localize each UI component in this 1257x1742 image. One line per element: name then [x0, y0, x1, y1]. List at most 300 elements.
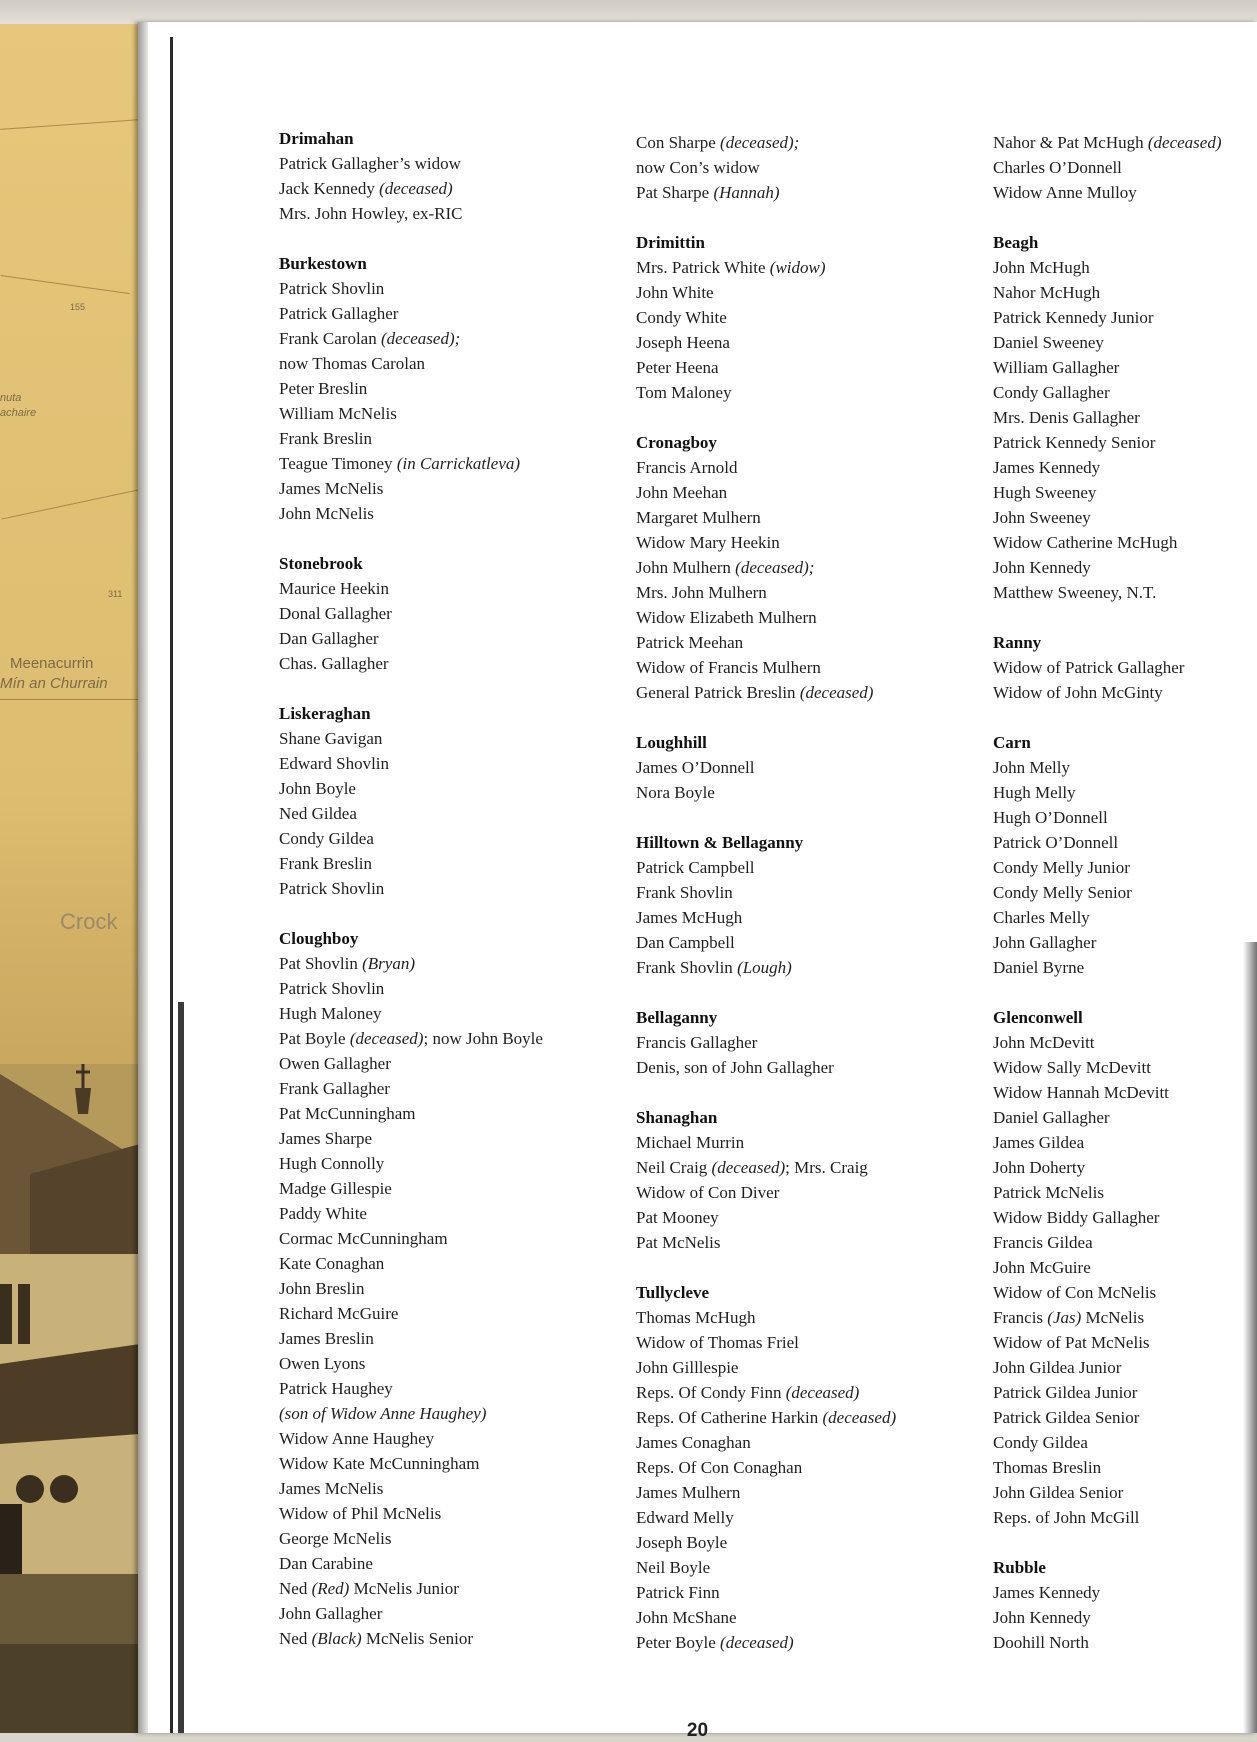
- householder-entry: [279, 1126, 543, 1151]
- householder-name: Madge Gillespie: [279, 1179, 392, 1198]
- householder-name: Patrick Campbell: [636, 858, 755, 877]
- householder-entry: [993, 780, 1222, 805]
- householder-name: Widow Mary Heekin: [636, 533, 780, 552]
- householder-entry: [993, 1105, 1222, 1130]
- townland-heading: Stonebrook: [279, 554, 363, 573]
- householder-entry: [636, 655, 896, 680]
- householder-name: Widow of Con McNelis: [993, 1283, 1157, 1302]
- townland-heading: Bellaganny: [636, 1008, 718, 1027]
- householder-entry: [279, 1526, 543, 1551]
- householder-name: Widow of Patrick Gallagher: [993, 658, 1185, 677]
- map-partial-label: nuta: [0, 392, 22, 404]
- householder-entry: [279, 376, 543, 401]
- householder-name: Dan Carabine: [279, 1554, 373, 1573]
- householder-entry: [636, 355, 896, 380]
- householder-entry: [993, 1380, 1222, 1405]
- householder-note: (deceased);: [380, 329, 461, 348]
- householder-entry: [636, 955, 896, 980]
- householder-entry: [636, 1180, 896, 1205]
- householder-entry: [993, 955, 1222, 980]
- householder-entry: [636, 1555, 896, 1580]
- householder-name: John Meehan: [636, 483, 728, 502]
- townland-cronagboy: [636, 430, 896, 705]
- householder-entry: [993, 655, 1222, 680]
- householder-name: James Conaghan: [636, 1433, 751, 1452]
- householder-entry: [279, 276, 543, 301]
- householder-note: (deceased): [785, 1383, 860, 1402]
- householder-entry: [279, 1426, 543, 1451]
- householder-entry: [279, 651, 543, 676]
- householder-entry: [279, 351, 543, 376]
- map-place-name: Meenacurrin: [10, 655, 94, 672]
- binding-edge: [170, 37, 173, 1733]
- townland-hilltown-bellaganny: [636, 830, 896, 980]
- householder-entry: [993, 1155, 1222, 1180]
- householder-entry: [993, 1455, 1222, 1480]
- householder-entry: [993, 180, 1222, 205]
- householder-name: William Gallagher: [993, 358, 1120, 377]
- householder-name: Patrick Gallagher’s widow: [279, 154, 461, 173]
- householder-name: now Con’s widow: [636, 158, 760, 177]
- householder-name: Dan Campbell: [636, 933, 735, 952]
- householder-entry: [279, 1026, 543, 1051]
- townland-heading: Drimahan: [279, 129, 354, 148]
- householder-name: Hugh Sweeney: [993, 483, 1097, 502]
- householder-name: John Breslin: [279, 1279, 365, 1298]
- householder-name: Frank Carolan: [279, 329, 377, 348]
- householder-name: James Gildea: [993, 1133, 1085, 1152]
- householder-entry: [993, 880, 1222, 905]
- householder-note: (Lough): [737, 958, 792, 977]
- householder-entry: [993, 580, 1222, 605]
- householder-name: Patrick Gildea Junior: [993, 1383, 1138, 1402]
- householder-name: Widow Catherine McHugh: [993, 533, 1178, 552]
- householder-entry: [279, 1551, 543, 1576]
- householder-name: Patrick Gildea Senior: [993, 1408, 1140, 1427]
- householder-entry: [279, 976, 543, 1001]
- householder-note: (Hannah): [713, 183, 780, 202]
- householder-entry: [993, 355, 1222, 380]
- townland-heading: Liskeraghan: [279, 704, 371, 723]
- householder-name: Charles O’Donnell: [993, 158, 1122, 177]
- householder-name: Daniel Byrne: [993, 958, 1085, 977]
- householder-note: (Jas): [1047, 1308, 1082, 1327]
- householder-name-continued: ; now John Boyle: [423, 1029, 543, 1048]
- householder-entry: [279, 1051, 543, 1076]
- householder-name: Daniel Gallagher: [993, 1108, 1110, 1127]
- householder-name: Nahor McHugh: [993, 283, 1101, 302]
- map-spot-height: 311: [108, 589, 123, 599]
- householder-entry: [993, 1130, 1222, 1155]
- householder-name: John Doherty: [993, 1158, 1086, 1177]
- householder-entry: [993, 1405, 1222, 1430]
- householder-entry: [279, 426, 543, 451]
- document-page: [138, 22, 1257, 1741]
- householder-name: Tom Maloney: [636, 383, 732, 402]
- householder-name-continued: McNelis Junior: [349, 1579, 459, 1598]
- townland-shanaghan: [636, 1105, 896, 1255]
- householder-entry: [636, 880, 896, 905]
- householder-entry: [636, 1455, 896, 1480]
- householder-name: John Boyle: [279, 779, 356, 798]
- householder-entry: [636, 1130, 896, 1155]
- householder-entry: [993, 280, 1222, 305]
- townland-heading: Loughhill: [636, 733, 707, 752]
- householder-entry: [279, 201, 543, 226]
- page-edge-shadow: [1243, 942, 1257, 1733]
- householder-entry: [636, 305, 896, 330]
- householder-note: (Bryan): [362, 954, 415, 973]
- householder-entry: [636, 680, 896, 705]
- householder-name: John Gallagher: [993, 933, 1097, 952]
- householder-entry: [279, 1601, 543, 1626]
- householder-name: Pat McNelis: [636, 1233, 721, 1252]
- householder-name: Maurice Heekin: [279, 579, 389, 598]
- householder-name: Paddy White: [279, 1204, 367, 1223]
- householder-entry: [636, 455, 896, 480]
- householder-name: Patrick O’Donnell: [993, 833, 1119, 852]
- householder-entry: [636, 1055, 896, 1080]
- householder-name: Patrick Kennedy Senior: [993, 433, 1156, 452]
- townland-cloughboy: [279, 926, 543, 1651]
- townland-heading: Ranny: [993, 633, 1042, 652]
- householder-name: Denis, son of John Gallagher: [636, 1058, 834, 1077]
- townland-bellaganny: [636, 1005, 896, 1080]
- householder-name: Hugh O’Donnell: [993, 808, 1108, 827]
- householder-name: Pat McCunningham: [279, 1104, 416, 1123]
- householder-name: James Mulhern: [636, 1483, 741, 1502]
- householder-entry: [993, 1305, 1222, 1330]
- householder-name: Patrick McNelis: [993, 1183, 1104, 1202]
- householder-entry: [993, 1355, 1222, 1380]
- householder-entry: [636, 255, 896, 280]
- householder-name: Frank Breslin: [279, 854, 373, 873]
- householder-name: Peter Heena: [636, 358, 719, 377]
- householder-note: (deceased): [711, 1158, 786, 1177]
- townland-carn: [993, 730, 1222, 980]
- householder-entry: [279, 851, 543, 876]
- householder-entry: [993, 405, 1222, 430]
- householder-name: Patrick Shovlin: [279, 279, 385, 298]
- householder-name: Nora Boyle: [636, 783, 715, 802]
- townland-column-1: [279, 126, 543, 1676]
- map-contour-line: [1, 275, 130, 294]
- householder-entry: [993, 455, 1222, 480]
- householder-entry: [993, 330, 1222, 355]
- householder-entry: [636, 530, 896, 555]
- householder-entry: [279, 1326, 543, 1351]
- householder-name: Richard McGuire: [279, 1304, 399, 1323]
- townland-continued: [993, 130, 1222, 205]
- householder-entry: [993, 1605, 1222, 1630]
- householder-entry: [993, 1280, 1222, 1305]
- householder-entry: [279, 1301, 543, 1326]
- householder-name: William McNelis: [279, 404, 397, 423]
- householder-name: Widow of Con Diver: [636, 1183, 780, 1202]
- householder-name: Reps. Of Condy Finn: [636, 1383, 782, 1402]
- householder-name: Condy Gallagher: [993, 383, 1110, 402]
- householder-entry: [993, 155, 1222, 180]
- householder-entry: [993, 1630, 1222, 1655]
- townland-column-3: [993, 130, 1222, 1680]
- householder-name: John White: [636, 283, 714, 302]
- householder-name: John McNelis: [279, 504, 374, 523]
- householder-name: Pat Sharpe: [636, 183, 710, 202]
- householder-entry: [279, 726, 543, 751]
- page-number: 20: [686, 1720, 709, 1741]
- householder-name: Patrick Shovlin: [279, 979, 385, 998]
- householder-entry: [993, 255, 1222, 280]
- householder-name: Jack Kennedy: [279, 179, 375, 198]
- householder-entry: [636, 1605, 896, 1630]
- householder-entry: [279, 401, 543, 426]
- householder-entry: [993, 805, 1222, 830]
- householder-entry: [636, 1230, 896, 1255]
- householder-entry: [279, 1626, 543, 1651]
- householder-entry: [993, 930, 1222, 955]
- householder-entry: [993, 305, 1222, 330]
- householder-entry: [636, 1580, 896, 1605]
- householder-name: Patrick Gallagher: [279, 304, 399, 323]
- householder-name: Owen Gallagher: [279, 1054, 391, 1073]
- householder-name: John McGuire: [993, 1258, 1091, 1277]
- householder-entry: [993, 855, 1222, 880]
- townland-heading: Cloughboy: [279, 929, 359, 948]
- householder-name: John McDevitt: [993, 1033, 1095, 1052]
- householder-entry: [279, 451, 543, 476]
- householder-entry: [279, 751, 543, 776]
- householder-name: Neil Boyle: [636, 1558, 711, 1577]
- householder-name: Condy Gildea: [279, 829, 374, 848]
- townland-heading: Carn: [993, 733, 1031, 752]
- householder-name: John McHugh: [993, 258, 1090, 277]
- householder-entry: [279, 1576, 543, 1601]
- householder-name: Peter Breslin: [279, 379, 368, 398]
- map-place-name-irish: Mín an Churrain: [0, 675, 108, 692]
- householder-name: Frank Shovlin: [636, 883, 733, 902]
- townland-heading: Drimittin: [636, 233, 705, 252]
- householder-entry: [279, 826, 543, 851]
- householder-name: Neil Craig: [636, 1158, 708, 1177]
- householder-name: Cormac McCunningham: [279, 1229, 448, 1248]
- householder-name: James Kennedy: [993, 1583, 1101, 1602]
- householder-entry: [993, 1330, 1222, 1355]
- householder-name: Donal Gallagher: [279, 604, 392, 623]
- householder-name: Edward Melly: [636, 1508, 734, 1527]
- householder-entry: [993, 1180, 1222, 1205]
- householder-note: (deceased): [349, 1029, 424, 1048]
- householder-name: Charles Melly: [993, 908, 1090, 927]
- townland-loughhill: [636, 730, 896, 805]
- householder-name: Mrs. Denis Gallagher: [993, 408, 1140, 427]
- householder-entry: [993, 130, 1222, 155]
- householder-name: Matthew Sweeney, N.T.: [993, 583, 1157, 602]
- townland-drimahan: [279, 126, 543, 226]
- householder-entry: [636, 1030, 896, 1055]
- householder-entry: [636, 555, 896, 580]
- householder-name: Francis: [993, 1308, 1044, 1327]
- householder-entry: [636, 1355, 896, 1380]
- householder-name: Mrs. Patrick White: [636, 258, 766, 277]
- householder-entry: [636, 180, 896, 205]
- householder-name: John Gildea Junior: [993, 1358, 1122, 1377]
- householder-entry: [636, 330, 896, 355]
- householder-name: Con Sharpe: [636, 133, 716, 152]
- householder-name: George McNelis: [279, 1529, 392, 1548]
- townland-heading: Shanaghan: [636, 1108, 718, 1127]
- householder-entry: [279, 1151, 543, 1176]
- townland-beagh: [993, 230, 1222, 605]
- householder-name: Francis Gallagher: [636, 1033, 758, 1052]
- householder-note: (deceased);: [720, 133, 800, 152]
- householder-entry: [636, 1480, 896, 1505]
- householder-entry: [279, 626, 543, 651]
- householder-entry: [279, 576, 543, 601]
- householder-name: John Gildea Senior: [993, 1483, 1124, 1502]
- householder-name: Condy White: [636, 308, 727, 327]
- householder-entry: [279, 776, 543, 801]
- householder-name: John Gallagher: [279, 1604, 383, 1623]
- householder-name: James McHugh: [636, 908, 743, 927]
- householder-name: Hugh Melly: [993, 783, 1076, 802]
- householder-entry: [279, 1176, 543, 1201]
- householder-entry: [636, 1330, 896, 1355]
- householder-entry: [279, 501, 543, 526]
- householder-entry: [636, 130, 896, 155]
- householder-name: James McNelis: [279, 479, 384, 498]
- householder-name: John Kennedy: [993, 558, 1091, 577]
- householder-name: Ned Gildea: [279, 804, 357, 823]
- householder-note: (deceased);: [735, 558, 815, 577]
- townland-continued: [636, 130, 896, 205]
- householder-entry: [279, 876, 543, 901]
- townland-tullycleve: [636, 1280, 896, 1655]
- householder-entry: [993, 1505, 1222, 1530]
- householder-name: Widow of Francis Mulhern: [636, 658, 821, 677]
- householder-note: (in Carrickatleva): [396, 454, 521, 473]
- householder-name: Widow of Phil McNelis: [279, 1504, 442, 1523]
- householder-entry: [636, 155, 896, 180]
- householder-entry: [993, 1205, 1222, 1230]
- householder-name: Francis Arnold: [636, 458, 738, 477]
- householder-entry: [636, 1405, 896, 1430]
- householder-entry: [279, 1251, 543, 1276]
- householder-name: Condy Melly Senior: [993, 883, 1132, 902]
- householder-name: Joseph Boyle: [636, 1533, 728, 1552]
- householder-name: Chas. Gallagher: [279, 654, 389, 673]
- householder-name-continued: McNelis Senior: [361, 1629, 474, 1648]
- householder-name: Widow Anne Mulloy: [993, 183, 1137, 202]
- householder-entry: [636, 780, 896, 805]
- householder-note: (deceased): [720, 1633, 794, 1652]
- householder-entry: [279, 801, 543, 826]
- map-spot-height: 155: [70, 302, 86, 312]
- householder-note: (deceased): [379, 179, 453, 198]
- map-contour-line: [0, 119, 140, 130]
- householder-name: Margaret Mulhern: [636, 508, 761, 527]
- householder-name: Widow Hannah McDevitt: [993, 1083, 1169, 1102]
- townland-drimittin: [636, 230, 896, 405]
- householder-entry: [636, 1430, 896, 1455]
- townland-heading: Rubble: [993, 1558, 1046, 1577]
- householder-entry: [993, 755, 1222, 780]
- householder-entry: [636, 855, 896, 880]
- householder-entry: [993, 1080, 1222, 1105]
- townland-rubble: [993, 1555, 1222, 1655]
- householder-name: Frank Gallagher: [279, 1079, 390, 1098]
- householder-name: Patrick Shovlin: [279, 879, 385, 898]
- householder-name: James O’Donnell: [636, 758, 755, 777]
- householder-name: Michael Murrin: [636, 1133, 745, 1152]
- householder-name: John Sweeney: [993, 508, 1091, 527]
- householder-entry: [636, 1205, 896, 1230]
- householder-entry: [636, 1155, 896, 1180]
- householder-entry: [993, 1230, 1222, 1255]
- householder-entry: [993, 1030, 1222, 1055]
- householder-name: John Kennedy: [993, 1608, 1091, 1627]
- householder-name: Joseph Heena: [636, 333, 730, 352]
- householder-name: Mrs. John Howley, ex-RIC: [279, 204, 463, 223]
- binding-shadow: [178, 1002, 184, 1733]
- householder-entry: [279, 1276, 543, 1301]
- householder-entry: [993, 1480, 1222, 1505]
- townland-liskeraghan: [279, 701, 543, 901]
- householder-note: (deceased): [799, 683, 874, 702]
- householder-entry: [993, 380, 1222, 405]
- householder-name: Condy Gildea: [993, 1433, 1088, 1452]
- householder-entry: [279, 476, 543, 501]
- householder-entry: [993, 530, 1222, 555]
- householder-name: Patrick Finn: [636, 1583, 720, 1602]
- householder-name: General Patrick Breslin: [636, 683, 796, 702]
- householder-entry: [636, 580, 896, 605]
- householder-name-continued: McNelis: [1081, 1308, 1145, 1327]
- householder-entry: [993, 430, 1222, 455]
- householder-entry: [279, 1476, 543, 1501]
- householder-entry: [993, 905, 1222, 930]
- householder-name: James Sharpe: [279, 1129, 373, 1148]
- householder-name: Teague Timoney: [279, 454, 393, 473]
- householder-name: Pat Mooney: [636, 1208, 719, 1227]
- householder-entry: [279, 326, 543, 351]
- householder-note: (Black): [311, 1629, 362, 1648]
- townland-burkestown: [279, 251, 543, 526]
- householder-name: John McShane: [636, 1608, 737, 1627]
- householder-name: Patrick Haughey: [279, 1379, 393, 1398]
- householder-entry: [636, 480, 896, 505]
- householder-name: James Kennedy: [993, 458, 1101, 477]
- householder-entry: [993, 1255, 1222, 1280]
- householder-name: Reps. Of Con Conaghan: [636, 1458, 803, 1477]
- householder-name: Widow of Thomas Friel: [636, 1333, 799, 1352]
- householder-entry: [279, 1401, 543, 1426]
- householder-name: Reps. of John McGill: [993, 1508, 1140, 1527]
- townland-heading: Burkestown: [279, 254, 367, 273]
- householder-name: Mrs. John Mulhern: [636, 583, 767, 602]
- householder-name: Widow Elizabeth Mulhern: [636, 608, 817, 627]
- householder-entry: [279, 1001, 543, 1026]
- townland-column-2: [636, 130, 896, 1680]
- householder-name: Kate Conaghan: [279, 1254, 385, 1273]
- householder-name: Nahor & Pat McHugh: [993, 133, 1144, 152]
- householder-name: Edward Shovlin: [279, 754, 390, 773]
- householder-name: Frank Breslin: [279, 429, 373, 448]
- householder-name: Ned: [279, 1629, 308, 1648]
- householder-name: Hugh Maloney: [279, 1004, 382, 1023]
- householder-entry: [279, 1201, 543, 1226]
- householder-entry: [636, 280, 896, 305]
- townland-heading: Hilltown & Bellaganny: [636, 833, 804, 852]
